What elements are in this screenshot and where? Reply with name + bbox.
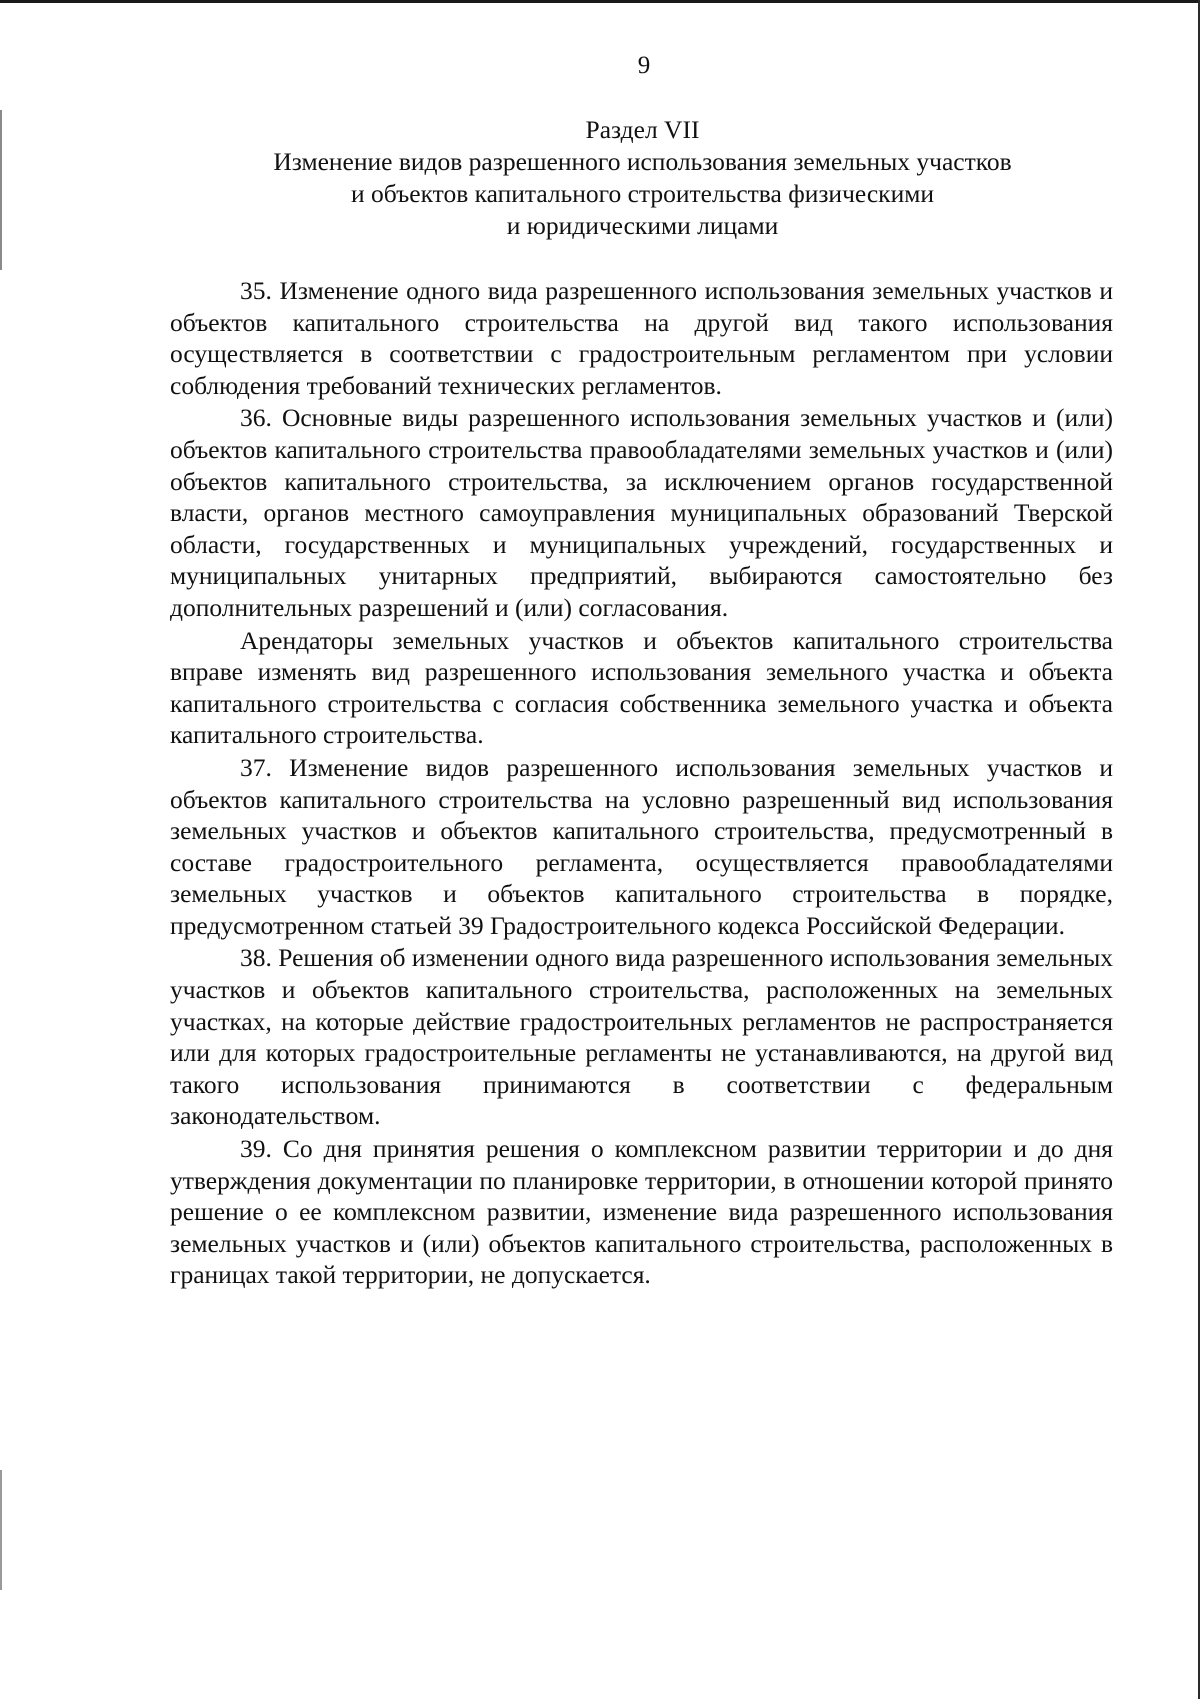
paragraph-35: 35. Изменение одного вида разрешенного использования земельных участков и объектов капитального строительства на другой вид такого использования осуществляется в соответствии с градостроительным регламентом при условии соблюдения требований технических регламентов. [170,276,1113,400]
paragraph-36-tenants: Арендаторы земельных участков и объектов капитального строительства вправе изменять вид разрешенного использования земельного участка и объекта капитального строительства с согласия собственника земельного участка и объекта капитального строительства. [170,625,1113,750]
scan-edge-top [0,0,1200,3]
paragraph-36: 36. Основные виды разрешенного использования земельных участков и (или) объектов капитального строительства правообладателями земельных участков и (или) объектов капитального строительства, за исключением органов государственной власти, органов местного самоуправления муниципальных образований Тверской области, государственных и муниципальных учреждений, государственных и муниципальных унитарных предприятий, выбираются самостоятельно без дополнительных разрешений и (или) согласования. [170,403,1113,622]
scan-edge-left-bottom [0,1470,2,1590]
scan-edge-left [0,110,2,270]
paragraph-37: 37. Изменение видов разрешенного использования земельных участков и объектов капитального строительства на условно разрешенный вид использования земельных участков и объектов капитального строительства, предусмотренный в составе градостроительного регламента, осуществляется правообладателями земельных участков и объектов капитального строительства в порядке, предусмотренном статьей 39 Градостроительного кодекса Российской Федерации. [170,752,1113,940]
document-body [170,275,1113,1292]
paragraph-38: 38. Решения об изменении одного вида разрешенного использования земельных участков и объектов капитального строительства, расположенных на земельных участках, на которые действие градостроительных регламентов не распространяется или для которых градостроительные регламенты не устанавливаются, на другой вид такого использования принимаются в соответствии с федеральным законодательством. [170,943,1114,1131]
section-number: Раздел VII [585,115,700,144]
section-title-line-2: и объектов капитального строительства физическими [350,179,934,208]
paragraph-39: 39. Со дня принятия решения о комплексном развитии территории и до дня утверждения документации по планировке территории, в отношении которой принято решение о ее комплексном развитии, изменение вида разрешенного использования земельных участков и (или) объектов капитального строительства, расположенных в границах такой территории, не допускается. [170,1134,1113,1290]
section-title-line-3: и юридическими лицами [506,211,779,240]
page-number: 9 [637,52,651,79]
section-header [170,114,1115,242]
section-title-line-1: Изменение видов разрешенного использования земельных участков [273,147,1012,176]
